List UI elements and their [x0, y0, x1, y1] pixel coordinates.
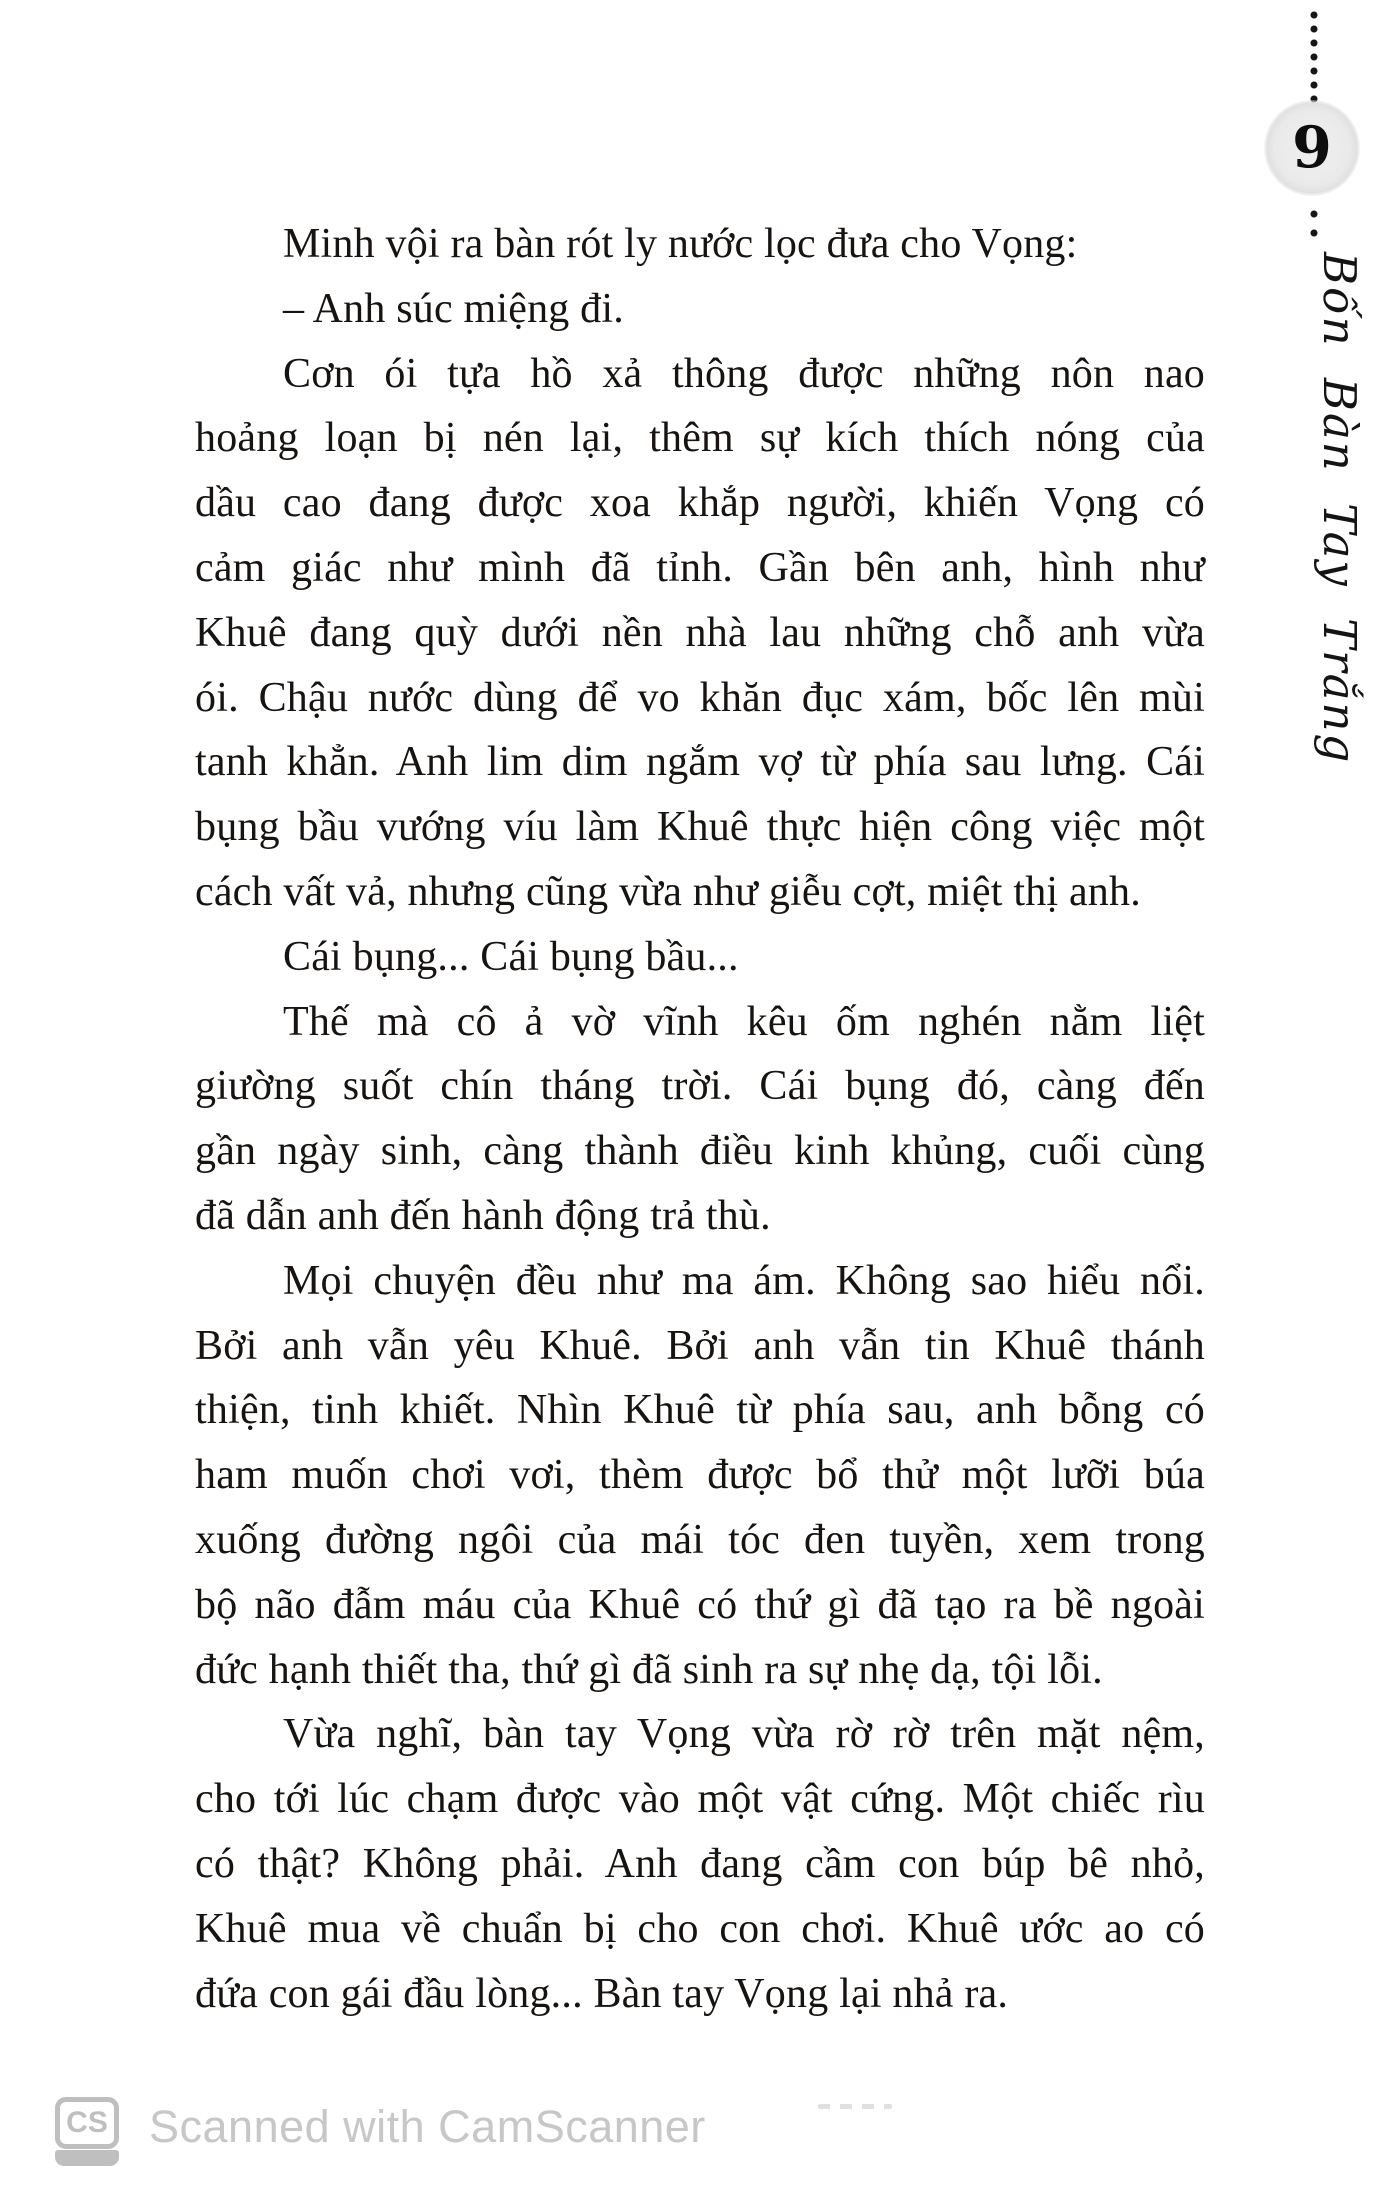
text-line: Khuê mua về chuẩn bị cho con chơi. Khuê ước ao có — [195, 1905, 1205, 1952]
text-line: Mọi chuyện đều như ma ám. Không sao hiểu nổi. — [283, 1257, 1205, 1304]
scan-artifact-dashes — [818, 2104, 892, 2109]
text-line: có thật? Không phải. Anh đang cầm con búp bê nhỏ, — [195, 1840, 1205, 1887]
text-line: ham muốn chơi vơi, thèm được bổ thử một lưỡi búa — [195, 1452, 1205, 1499]
dotted-rule-middle — [1306, 206, 1322, 244]
text-line: Cơn ói tựa hồ xả thông được những nôn nao — [283, 350, 1205, 397]
text-line: đứa con gái đầu lòng... Bàn tay Vọng lại nhả ra. — [195, 1970, 1009, 2017]
page-number-stamp — [1264, 100, 1360, 196]
book-title-vertical: Bốn Bàn Tay Trắng — [1313, 252, 1366, 765]
camscanner-watermark-label: Scanned with CamScanner — [149, 2101, 706, 2152]
text-line: tanh khẳn. Anh lim dim ngắm vợ từ phía sau lưng. Cái — [195, 739, 1205, 786]
text-line: – Anh súc miệng đi. — [283, 285, 624, 332]
text-line: bộ não đẫm máu của Khuê có thứ gì đã tạo ra bề ngoài — [195, 1581, 1205, 1628]
text-line: Vừa nghĩ, bàn tay Vọng vừa rờ rờ trên mặt nệm, — [283, 1711, 1205, 1758]
text-line: gần ngày sinh, càng thành điều kinh khủng, cuối cùng — [195, 1128, 1205, 1175]
dotted-rule-top — [1306, 8, 1322, 106]
text-line: cảm giác như mình đã tỉnh. Gần bên anh, hình như — [195, 544, 1205, 591]
text-line: hoảng loạn bị nén lại, thêm sự kích thích nóng của — [195, 415, 1205, 462]
text-line: đã dẫn anh đến hành động trả thù. — [195, 1192, 771, 1239]
camscanner-watermark — [55, 2097, 706, 2166]
text-line: xuống đường ngôi của mái tóc đen tuyền, xem trong — [195, 1516, 1205, 1563]
camscanner-logo-bar — [55, 2150, 119, 2166]
text-line: ói. Chậu nước dùng để vo khăn đục xám, bốc lên mùi — [195, 674, 1205, 721]
text-line: Minh vội ra bàn rót ly nước lọc đưa cho Vọng: — [283, 221, 1078, 267]
text-line: thiện, tinh khiết. Nhìn Khuê từ phía sau, anh bỗng có — [195, 1387, 1205, 1434]
text-line: Khuê đang quỳ dưới nền nhà lau những chỗ anh vừa — [195, 609, 1205, 656]
camscanner-logo-icon — [55, 2097, 127, 2166]
body-text — [195, 212, 1205, 2026]
text-line: Bởi anh vẫn yêu Khuê. Bởi anh vẫn tin Khuê thánh — [195, 1322, 1205, 1369]
camscanner-logo-box — [55, 2097, 119, 2149]
text-line: đức hạnh thiết tha, thứ gì đã sinh ra sự nhẹ dạ, tội lỗi. — [195, 1646, 1103, 1693]
camscanner-logo-letters: CS — [66, 2106, 108, 2139]
text-line: bụng bầu vướng víu làm Khuê thực hiện công việc một — [195, 804, 1205, 851]
text-line: Thế mà cô ả vờ vĩnh kêu ốm nghén nằm liệt — [283, 998, 1205, 1045]
text-line: cách vất vả, nhưng cũng vừa như giễu cợt, miệt thị anh. — [195, 868, 1141, 915]
text-line: cho tới lúc chạm được vào một vật cứng. Một chiếc rìu — [195, 1776, 1205, 1823]
text-line: dầu cao đang được xoa khắp người, khiến Vọng có — [195, 480, 1205, 527]
text-line: giường suốt chín tháng trời. Cái bụng đó, càng đến — [195, 1063, 1205, 1110]
page-number: 9 — [1292, 113, 1332, 181]
text-line: Cái bụng... Cái bụng bầu... — [283, 933, 739, 980]
